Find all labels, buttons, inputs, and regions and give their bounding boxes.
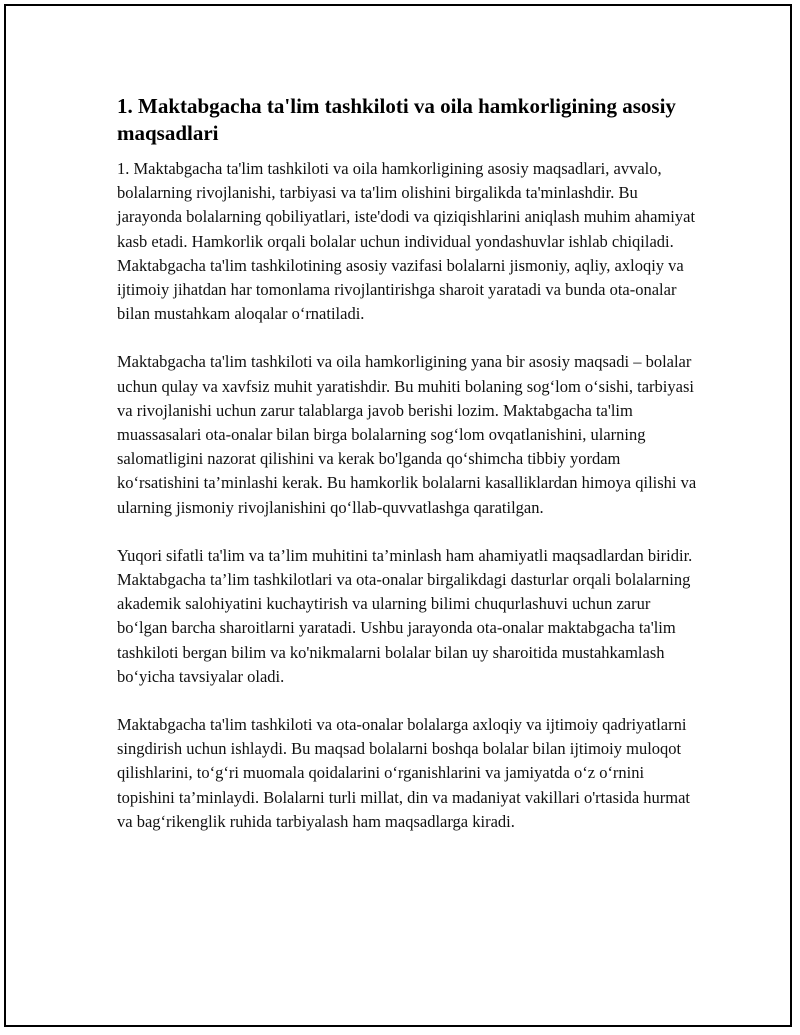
section-heading: 1. Maktabgacha ta'lim tashkiloti va oila hamkorligining asosiy maqsadlari	[117, 94, 676, 145]
document-body	[117, 93, 697, 858]
paragraph-3: Yuqori sifatli ta'lim va ta’lim muhitini ta’minlash ham ahamiyatli maqsadlardan biridir. Maktabgacha ta’lim tashkilotlari va ota-onalar birgalikdagi dasturlar orqali bolalarning akademik salohiyatini kuchaytirish va ularning bilimi chuqurlashuvi uchun zarur bo‘lgan barcha sharoitlarni yaratadi. Ushbu jarayonda ota-onalar maktabgacha ta'lim tashkiloti bergan bilim va ko'nikmalarni bolalar bilan uy sharoitida mustahkamlash bo‘yicha tavsiyalar oladi.	[117, 545, 693, 686]
paragraph-2: Maktabgacha ta'lim tashkiloti va oila hamkorligining yana bir asosiy maqsadi – bolalar uchun qulay va xavfsiz muhit yaratishdir. Bu muhiti bolaning sog‘lom o‘sishi, tarbiyasi va rivojlanishi uchun zarur talablarga javob berishi lozim. Maktabgacha ta'lim muassasalari ota-onalar bilan birga bolalarning sog‘lom ovqatlanishini, ularning salomatligini nazorat qilishini va kerak bo'lganda qo‘shimcha tibbiy yordam ko‘rsatishini ta’minlashi kerak. Bu hamkorlik bolalarni kasalliklardan himoya qilishi va ularning jismoniy rivojlanishini qo‘llab-quvvatlashga qaratilgan.	[117, 352, 697, 517]
paragraph-4: Maktabgacha ta'lim tashkiloti va ota-onalar bolalarga axloqiy va ijtimoiy qadriyatlarni singdirish uchun ishlaydi. Bu maqsad bolalarni boshqa bolalar bilan ijtimoiy muloqot qilishlarini, to‘g‘ri muomala qoidalarini o‘rganishlarini va jamiyatda o‘z o‘rnini topishini ta’minlaydi. Bolalarni turli millat, din va madaniyat vakillari o'rtasida hurmat va bag‘rikenglik ruhida tarbiyalash ham maqsadlarga kiradi.	[117, 715, 691, 831]
paragraph-1: 1. Maktabgacha ta'lim tashkiloti va oila hamkorligining asosiy maqsadlari, avvalo, bolalarning rivojlanishi, tarbiyasi va ta'lim olishini birgalikda ta'minlashdir. Bu jarayonda bolalarning qobiliyatlari, iste'dodi va qiziqishlarini aniqlash muhim ahamiyat kasb etadi. Hamkorlik orqali bolalar uchun individual yondashuvlar ishlab chiqiladi. Maktabgacha ta'lim tashkilotining asosiy vazifasi bolalarni jismoniy, aqliy, axloqiy va ijtimoiy jihatdan har tomonlama rivojlantirishga sharoit yaratadi va bunda ota-onalar bilan mustahkam aloqalar o‘rnatiladi.	[117, 159, 696, 324]
